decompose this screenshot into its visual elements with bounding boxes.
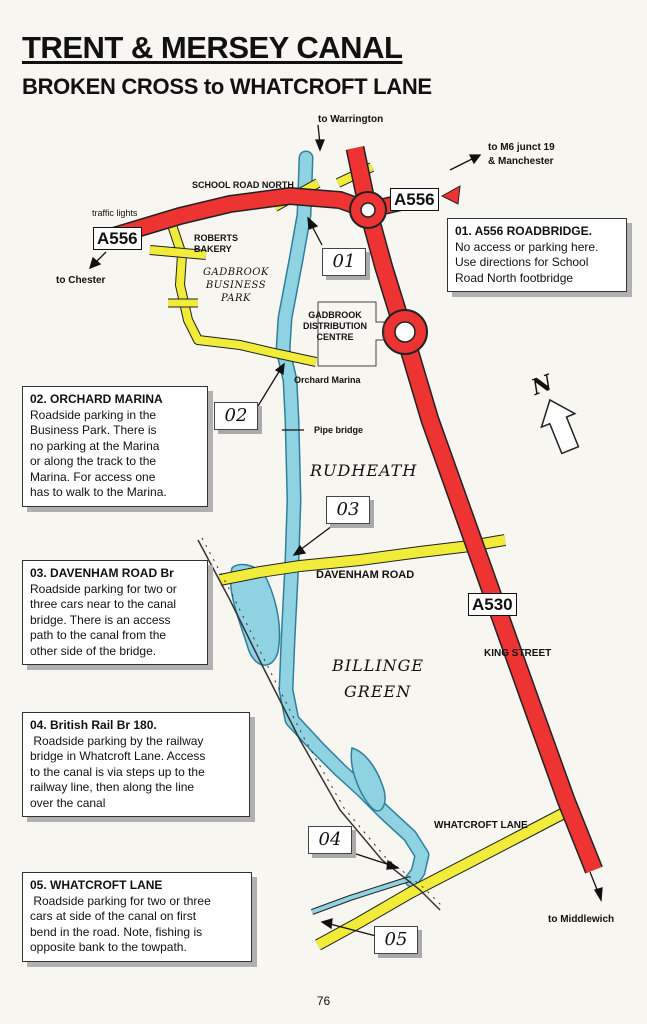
page-title: TRENT & MERSEY CANAL <box>22 30 403 65</box>
road-sign-a556-west: A556 <box>93 227 142 250</box>
label-business: BUSINESS <box>205 280 267 291</box>
info-box-04-line: to the canal is via steps up to the <box>30 764 205 779</box>
label-business-park <box>200 266 272 305</box>
info-box-01-line: Use directions for School <box>455 255 589 269</box>
info-box-03-line: other side of the bridge. <box>30 643 157 658</box>
info-box-01-head: 01. A556 ROADBRIDGE. <box>455 224 592 238</box>
label-to-warrington: to Warrington <box>318 114 384 125</box>
label-king-street: KING STREET <box>484 648 552 659</box>
info-box-02-line: or along the track to the <box>30 454 157 468</box>
info-box-05-line: opposite bank to the towpath. <box>30 940 187 954</box>
label-green: GREEN <box>344 682 412 701</box>
marker-02: 02 <box>214 402 258 430</box>
label-north: N <box>528 369 557 401</box>
info-box-04-head: 04. British Rail Br 180. <box>30 718 157 732</box>
label-rudheath: RUDHEATH <box>310 461 418 480</box>
info-box-03-head: 03. DAVENHAM ROAD Br <box>30 566 174 580</box>
info-box-02-line: no parking at the Marina <box>30 438 160 453</box>
label-to-chester: to Chester <box>56 275 106 286</box>
info-box-05-line: bend in the road. Note, fishing is <box>30 924 203 939</box>
info-box-04-line: bridge in Whatcroft Lane. Access <box>30 749 206 763</box>
info-box-02-head: 02. ORCHARD MARINA <box>30 392 163 406</box>
label-to-middlewich: to Middlewich <box>548 914 615 925</box>
road-sign-a530: A530 <box>468 593 517 616</box>
info-box-02-line: has to walk to the Marina. <box>30 485 167 499</box>
info-box-04-line: railway line, then along the line <box>30 780 195 794</box>
marker-01: 01 <box>322 248 366 276</box>
marker-04: 04 <box>308 826 352 854</box>
label-gdc-2: DISTRIBUTION <box>303 321 367 331</box>
info-box-05 <box>22 872 252 962</box>
label-gdc-3: CENTRE <box>316 332 354 342</box>
page-subtitle: BROKEN CROSS to WHATCROFT LANE <box>22 74 432 99</box>
label-distribution-centre <box>290 310 380 343</box>
label-billinge: BILLINGE <box>332 656 425 675</box>
road-sign-a556-east: A556 <box>390 188 439 211</box>
info-box-04-line: over the canal <box>30 795 106 810</box>
info-box-01-line: No access or parking here. <box>455 239 599 254</box>
marker-03: 03 <box>326 496 370 524</box>
label-davenham-road: DAVENHAM ROAD <box>316 569 415 581</box>
marker-05: 05 <box>374 926 418 954</box>
info-box-03 <box>22 560 208 665</box>
label-whatcroft-lane: WHATCROFT LANE <box>434 820 528 831</box>
page-number: 76 <box>316 994 331 1008</box>
info-box-05-line: Roadside parking for two or three <box>30 893 211 908</box>
info-box-02-line: Marina. For access one <box>30 469 156 484</box>
label-school-road-north: SCHOOL ROAD NORTH <box>192 180 294 190</box>
info-box-04 <box>22 712 250 817</box>
info-box-01 <box>447 218 627 292</box>
label-to-manchester: & Manchester <box>488 156 554 167</box>
info-box-05-line: cars at side of the canal on first <box>30 909 197 923</box>
label-gdc-1: GADBROOK <box>308 310 362 320</box>
label-park: PARK <box>220 293 252 304</box>
label-roberts: ROBERTS <box>194 233 239 243</box>
info-box-05-head: 05. WHATCROFT LANE <box>30 878 163 892</box>
north-arrow-icon <box>533 393 587 457</box>
label-bakery: BAKERY <box>194 244 232 254</box>
label-traffic-lights: traffic lights <box>92 208 138 218</box>
info-box-03-line: path to the canal from the <box>30 628 167 642</box>
info-box-03-line: Roadside parking for two or <box>30 581 177 596</box>
label-gadbrook: GADBROOK <box>203 267 269 278</box>
canal-lagoon <box>351 748 385 811</box>
label-pipe-bridge: Pipe bridge <box>314 425 364 435</box>
label-orchard-marina: Orchard Marina <box>294 375 361 385</box>
info-box-02-line: Roadside parking in the <box>30 407 157 422</box>
info-box-01-line: Road North footbridge <box>455 270 574 285</box>
label-to-m6: to M6 junct 19 <box>488 142 555 153</box>
info-box-04-line: Roadside parking by the railway <box>30 733 204 748</box>
info-box-03-line: three cars near to the canal <box>30 597 177 611</box>
info-box-02-line: Business Park. There is <box>30 423 157 437</box>
info-box-02 <box>22 386 208 507</box>
info-box-03-line: bridge. There is an access <box>30 612 171 627</box>
